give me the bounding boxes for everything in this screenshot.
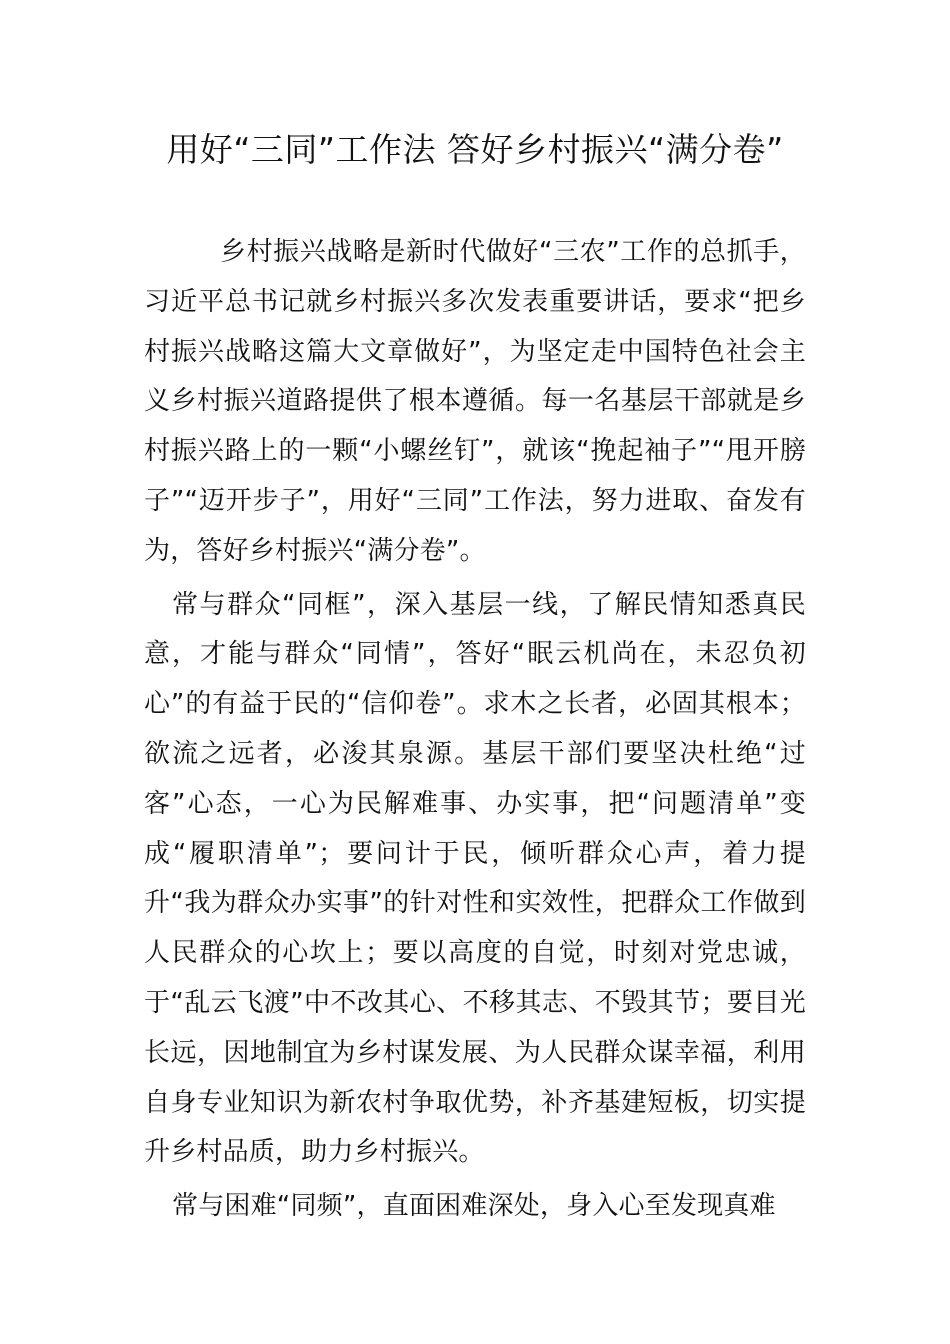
- paragraph-tongkuang: 常与群众“同框”，深入基层一线，了解民情知悉真民意，才能与群众“同情”，答好“眠云机尚在，未忍负初心”的有益于民的“信仰卷”。求木之长者，必固其根本；欲流之远者，必浚其泉源。基层干部们要坚决杜绝“过客”心态，一心为民解难事、办实事，把“问题清单”变成“履职清单”；要问计于民，倾听群众心声，着力提升“我为群众办实事”的针对性和实效性，把群众工作做到人民群众的心坎上；要以高度的自觉，时刻对党忠诚，于“乱云飞渡”中不改其心、不移其志、不毁其节；要目光长远，因地制宜为乡村谋发展、为人民群众谋幸福，利用自身专业知识为新农村争取优势，补齐基建短板，切实提升乡村品质，助力乡村振兴。: [144, 589, 806, 1168]
- document-title: 用好“三同”工作法 答好乡村振兴“满分卷”: [166, 130, 784, 169]
- document-body: [144, 228, 806, 1232]
- paragraph-intro: 乡村振兴战略是新时代做好“三农”工作的总抓手，习近平总书记就乡村振兴多次发表重要讲话，要求“把乡村振兴战略这篇大文章做好”，为坚定走中国特色社会主义乡村振兴道路提供了根本遵循。每一名基层干部就是乡村振兴路上的一颗“小螺丝钉”，就该“挽起袖子”“甩开膀子”“迈开步子”，用好“三同”工作法，努力进取、奋发有为，答好乡村振兴“满分卷”。: [144, 237, 806, 566]
- paragraph-tongpin: 常与困难“同频”，直面困难深处，身入心至发现真难: [172, 1191, 776, 1222]
